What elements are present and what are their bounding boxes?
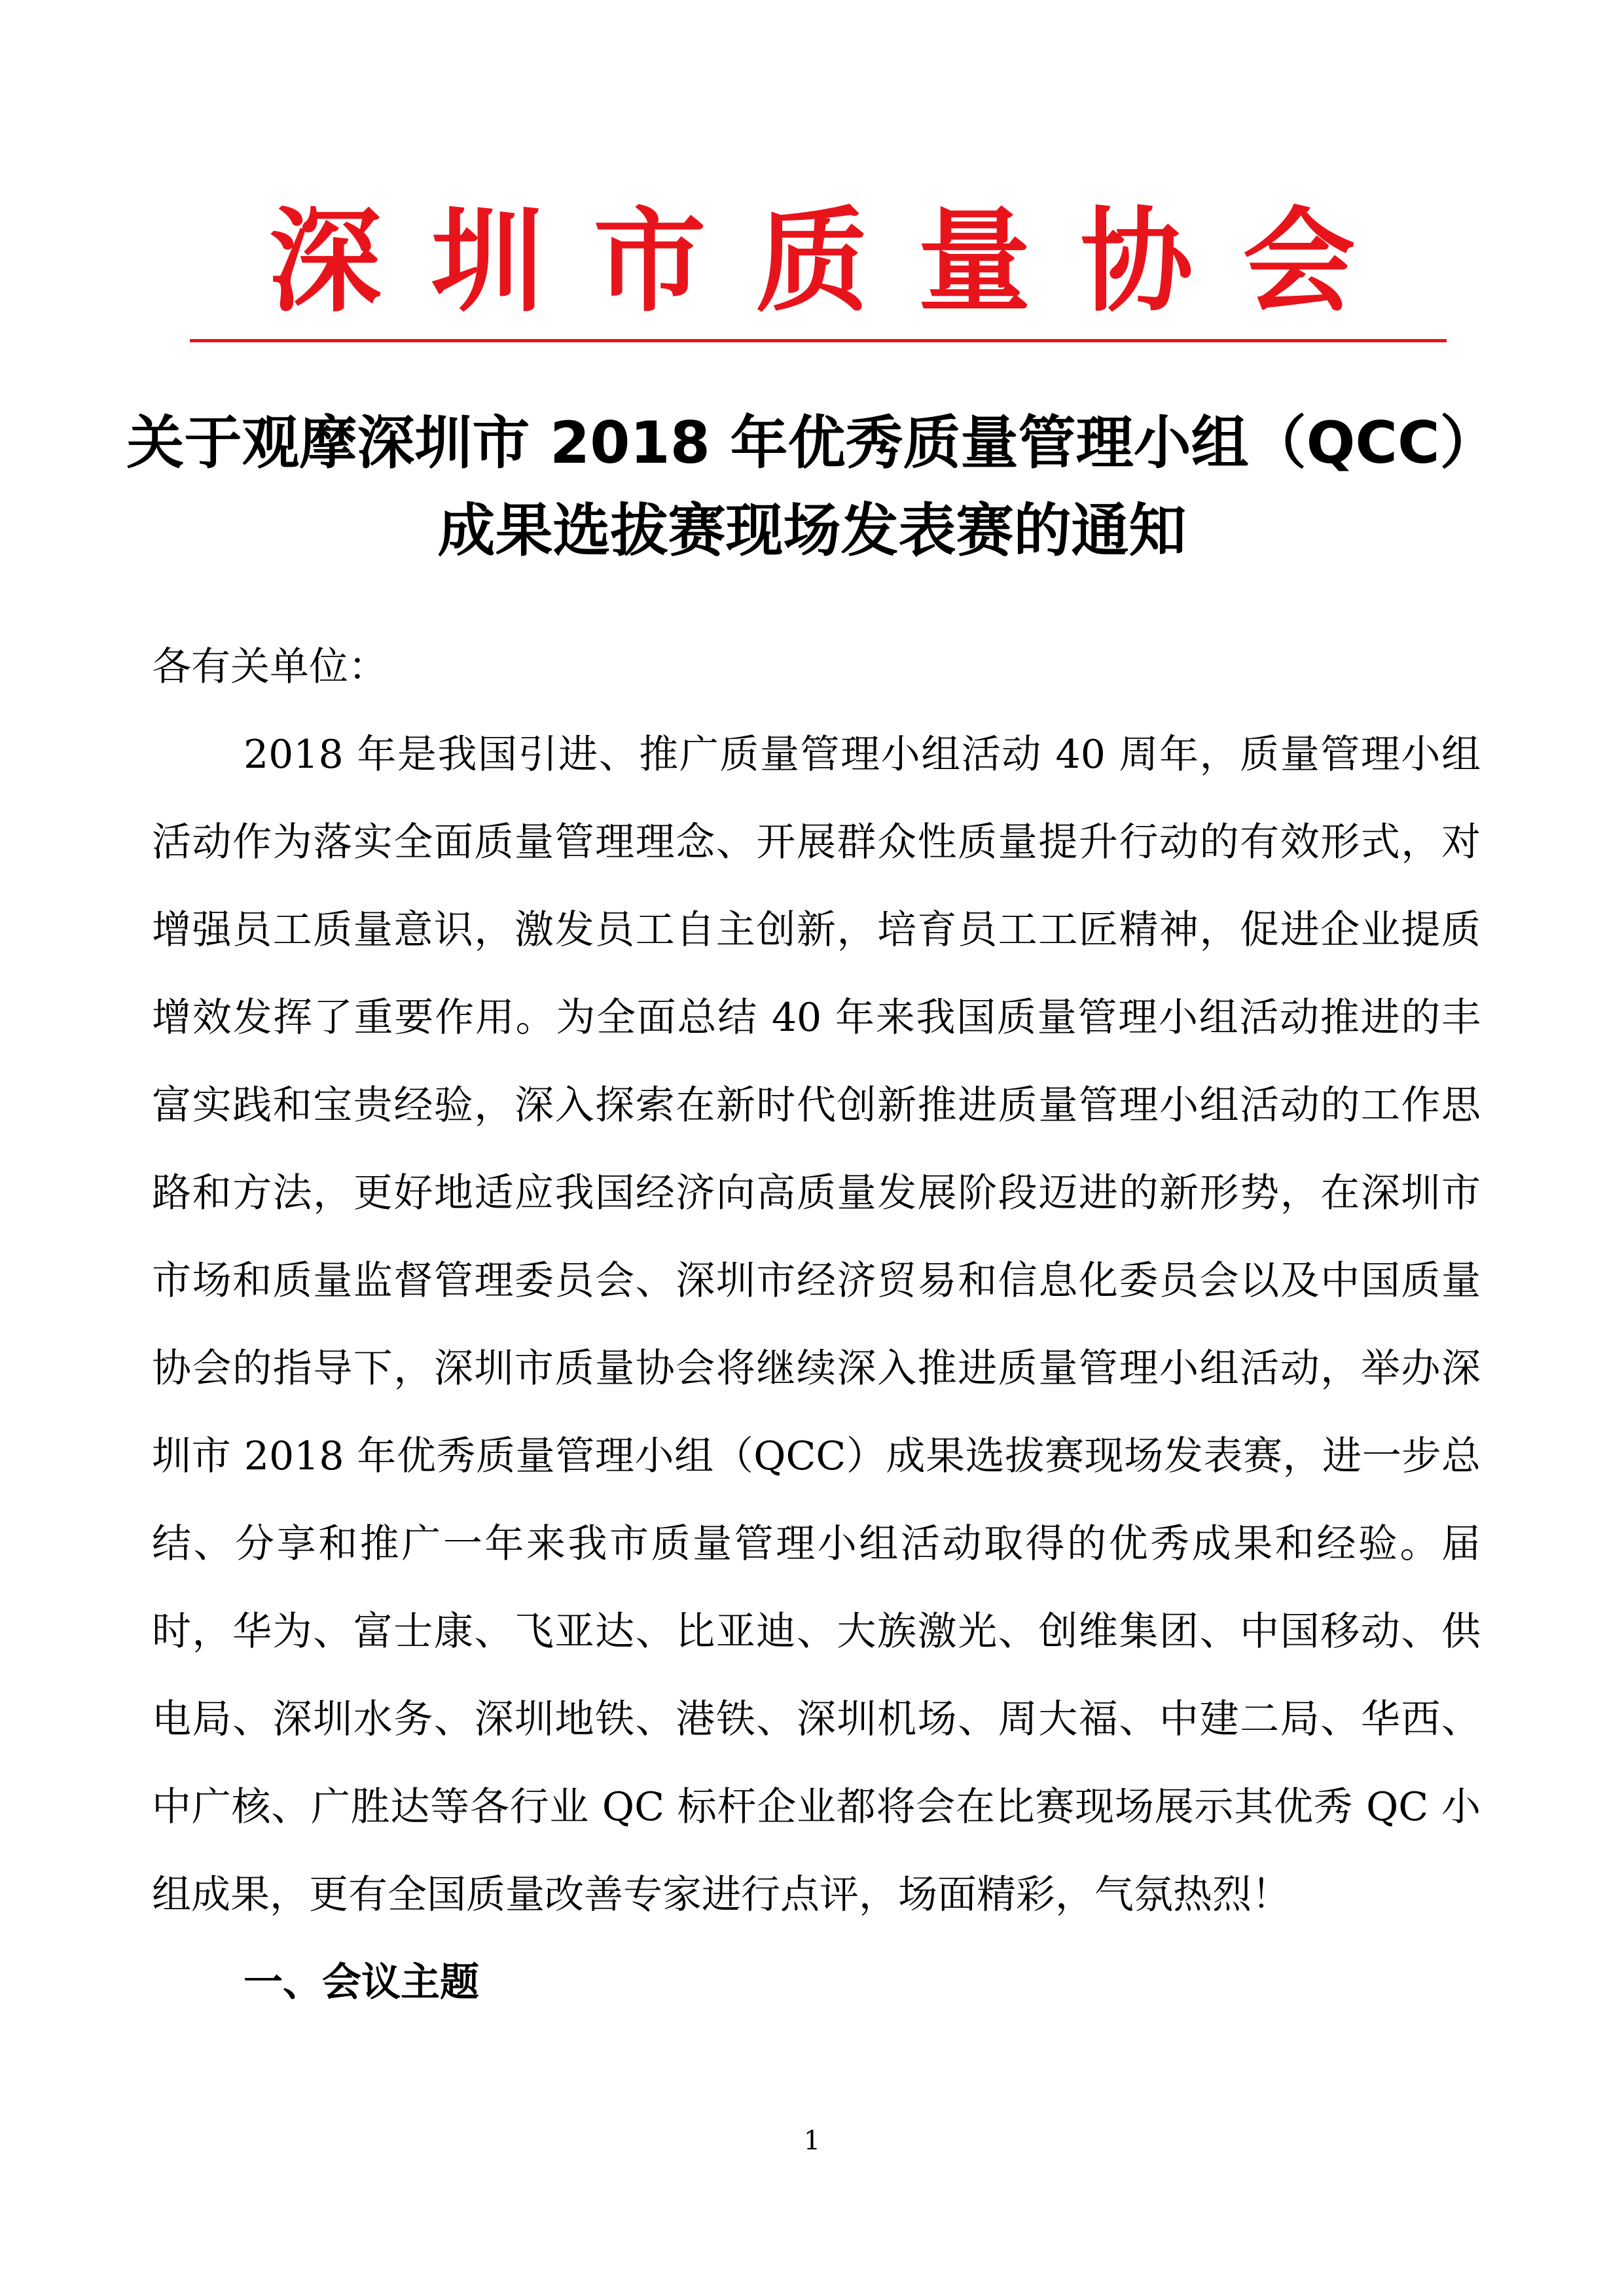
- document-title-line-2: 成果选拔赛现场发表赛的通知: [437, 497, 1187, 564]
- masthead-divider: [190, 339, 1447, 342]
- section-heading: 一、会议主题: [244, 1960, 479, 2005]
- page-number: 1: [803, 2126, 821, 2156]
- document-title: [118, 399, 1506, 575]
- body-paragraph: 2018 年是我国引进、推广质量管理小组活动 40 周年，质量管理小组活动作为落实全面质量管理理念、开展群众性质量提升行动的有效形式，对增强员工质量意识，激发员工自主创新，培育员工工匠精神，促进企业提质增效发挥了重要作用。为全面总结 40 年来我国质量管理小组活动推进的丰富实践和宝贵经验，深入探索在新时代创新推进质量管理小组活动的工作思路和方法，更好地适应我国经济向高质量发展阶段迈进的新形势，在深圳市市场和质量监督管理委员会、深圳市经济贸易和信息化委员会以及中国质量协会的指导下，深圳市质量协会将继续深入推进质量管理小组活动，举办深圳市 2018 年优秀质量管理小组（QCC）成果选拔赛现场发表赛，进一步总结、分享和推广一年来我市质量管理小组活动取得的优秀成果和经验。届时，华为、富士康、飞亚达、比亚迪、大族激光、创维集团、中国移动、供电局、深圳水务、深圳地铁、港铁、深圳机场、周大福、中建二局、华西、中广核、广胜达等各行业 QC 标杆企业都将会在比赛现场展示其优秀 QC 小组成果，更有全国质量改善专家进行点评，场面精彩，气氛热烈！: [152, 732, 1481, 1918]
- document-body: [152, 623, 1481, 2026]
- document-title-line-1: 关于观摩深圳市 2018 年优秀质量管理小组（QCC）: [126, 409, 1498, 476]
- salutation: 各有关单位：: [152, 644, 388, 690]
- masthead-org-name: 深圳市质量协会: [268, 196, 1405, 327]
